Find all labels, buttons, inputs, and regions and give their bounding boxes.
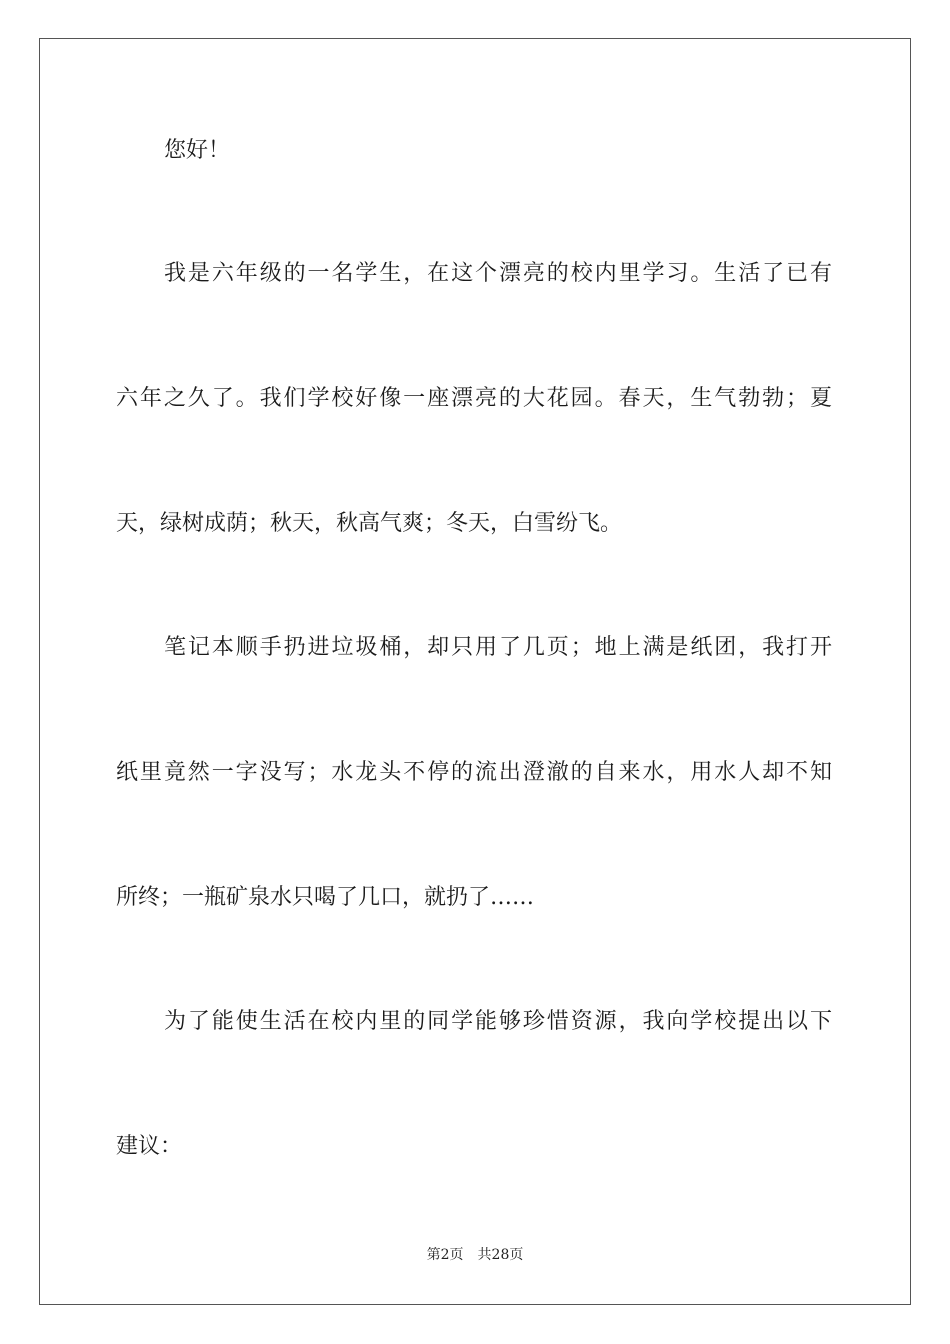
paragraph-line: 六年之久了。我们学校好像一座漂亮的大花园。春天，生气勃勃；夏	[116, 386, 832, 411]
paragraph-line: 为了能使生活在校内里的同学能够珍惜资源，我向学校提出以下	[164, 1009, 832, 1034]
paragraph-line: 纸里竟然一字没写；水龙头不停的流出澄澈的自来水，用水人却不知	[116, 760, 832, 785]
page-footer	[0, 1246, 950, 1264]
paragraph-line: 笔记本顺手扔进垃圾桶，却只用了几页；地上满是纸团，我打开	[164, 635, 832, 660]
paragraph-line: 天，绿树成荫；秋天，秋高气爽；冬天，白雪纷飞。	[116, 511, 623, 536]
paragraph-line: 我是六年级的一名学生，在这个漂亮的校内里学习。生活了已有	[164, 261, 832, 286]
greeting: 您好！	[164, 138, 231, 163]
paragraph-line: 所终；一瓶矿泉水只喝了几口，就扔了……	[116, 885, 535, 910]
page-total: 共28页	[477, 1247, 524, 1263]
paragraph-line: 建议：	[116, 1134, 183, 1159]
page-border	[39, 38, 911, 1305]
page-number: 第2页	[426, 1247, 464, 1263]
